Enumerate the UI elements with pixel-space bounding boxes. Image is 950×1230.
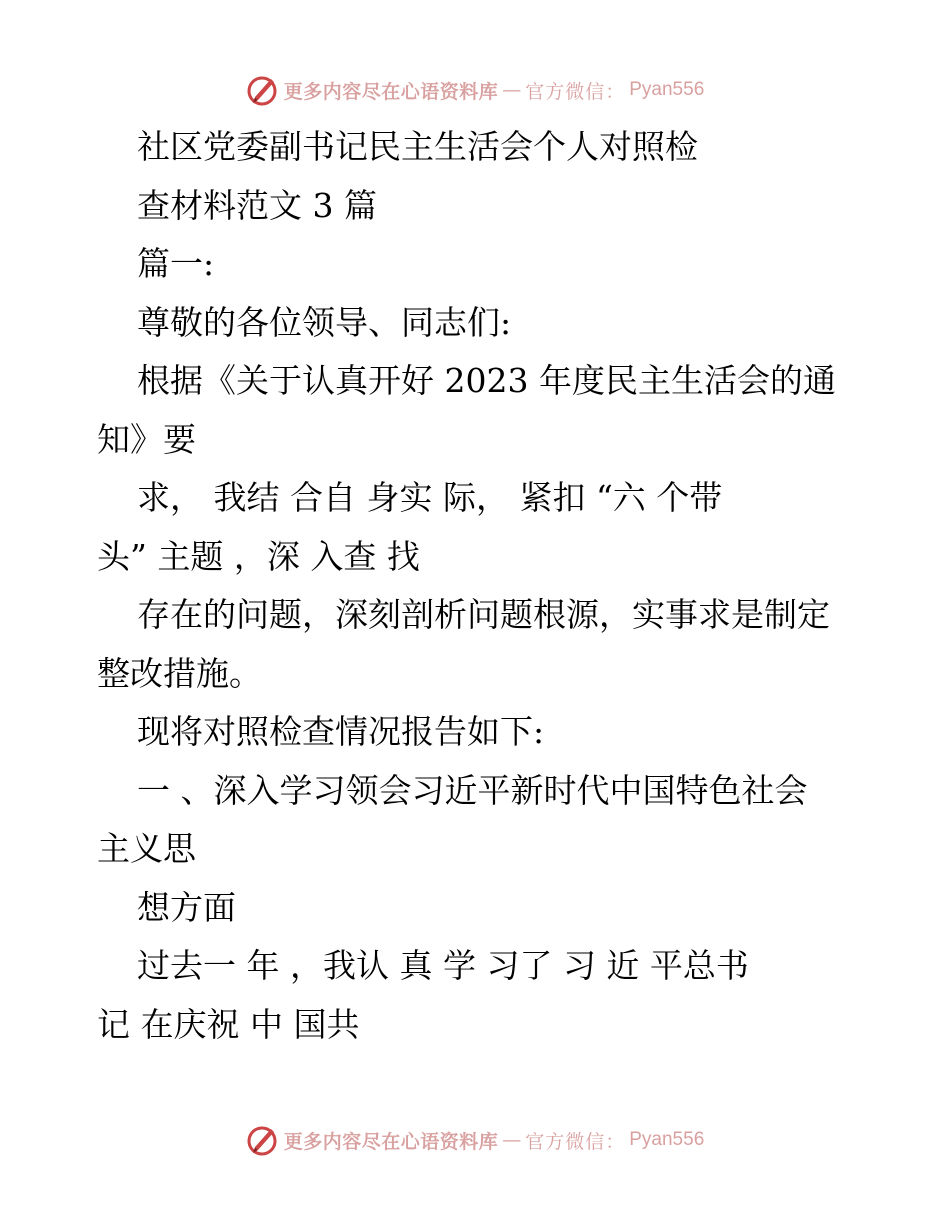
watermark-main-text: 更多内容尽在心语资料库 [283,80,499,103]
text-line-4: 尊敬的各位领导、同志们: [137,302,512,342]
text-line-13: 主义思 [97,829,196,868]
text-line-12: 一 、深入学习领会习近平新时代中国特色社会 [137,770,808,810]
text-line-5: 根据《关于认真开好 2023 年度民主生活会的通 [137,361,836,400]
watermark-label: 官方微信： [525,1130,626,1153]
text-line-16: 记 在庆祝 中 国共 [97,1004,360,1044]
watermark-main-text: 更多内容尽在心语资料库 [283,1130,499,1153]
quill-logo-icon [246,1123,280,1157]
text-line-10: 整改措施。 [97,653,262,693]
text-line-7: 求， 我结 合自 身实 际， 紧扣 “六 个带 [137,478,723,517]
document-body [97,118,867,1054]
text-line-11: 现将对照检查情况报告如下: [137,712,545,751]
text-line-9: 存在的问题，深刻剖析问题根源，实事求是制定 [137,595,830,634]
quill-logo-icon [246,73,280,107]
watermark-separator: — [502,1129,522,1151]
header-watermark [0,70,950,110]
watermark-wechat-id: Pyan556 [629,1129,705,1150]
footer-watermark [0,1120,950,1160]
text-line-15: 过去一 年 ，我认 真 学 习了 习 近 平总书 [137,946,749,985]
text-line-14: 想方面 [137,887,236,927]
watermark-wechat-id: Pyan556 [629,79,705,100]
text-line-8: 头” 主题 ，深 入查 找 [97,536,420,576]
watermark-separator: — [502,79,522,101]
text-line-6: 知》要 [97,419,196,459]
text-line-2: 查材料范文 3 篇 [137,185,377,225]
text-line-3: 篇一: [137,244,215,283]
watermark-label: 官方微信： [525,80,626,103]
text-line-1: 社区党委副书记民主生活会个人对照检 [137,127,698,166]
